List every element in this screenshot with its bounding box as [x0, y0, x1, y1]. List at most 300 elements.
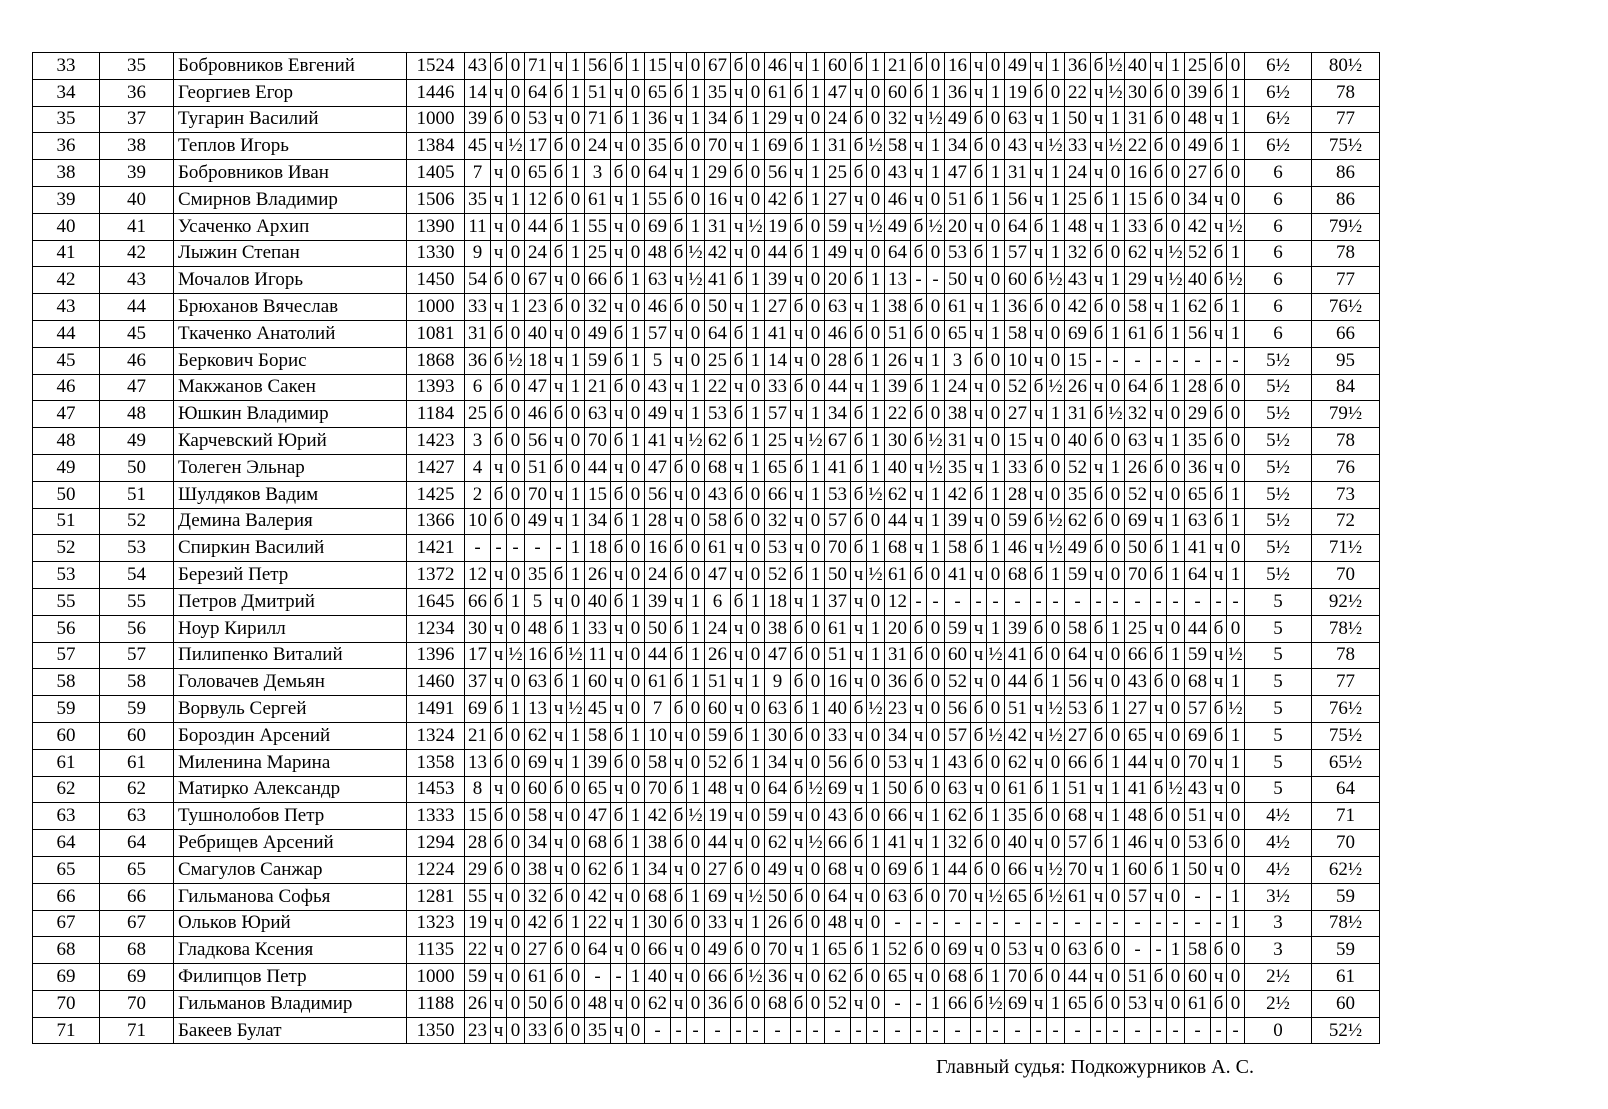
round-opponent-cell: 27	[765, 294, 791, 321]
round-result-cell: 0	[1047, 79, 1065, 106]
table-row	[33, 294, 1380, 321]
buchholz-cell: 65½	[1312, 749, 1380, 776]
round-color-cell: ч	[791, 106, 807, 133]
round-opponent-cell: 17	[525, 133, 551, 160]
round-result-cell: 0	[567, 294, 585, 321]
round-opponent-cell: 65	[645, 79, 671, 106]
round-color-cell: ч	[971, 79, 987, 106]
round-opponent-cell: 44	[885, 508, 911, 535]
place-cell: 59	[33, 696, 100, 723]
round-result-cell: 0	[1047, 830, 1065, 857]
round-result-cell: 1	[867, 615, 885, 642]
round-result-cell: 0	[627, 776, 645, 803]
round-result-cell: 1	[867, 454, 885, 481]
round-color-cell: б	[911, 213, 927, 240]
round-color-cell: ч	[1031, 481, 1047, 508]
round-opponent-cell: 56	[825, 749, 851, 776]
round-result-cell: 0	[507, 856, 525, 883]
round-result-cell: 0	[507, 964, 525, 991]
round-opponent-cell: 5	[525, 588, 551, 615]
round-opponent-cell: 39	[765, 267, 791, 294]
round-color-cell: б	[851, 428, 867, 455]
round-result-cell: 0	[747, 186, 765, 213]
points-cell: 5½	[1245, 508, 1312, 535]
round-result-cell: 0	[1167, 106, 1185, 133]
round-color-cell: б	[971, 830, 987, 857]
round-result-cell: 0	[987, 508, 1005, 535]
round-color-cell: б	[611, 535, 627, 562]
round-color-cell: ч	[1031, 535, 1047, 562]
round-opponent-cell: 15	[1005, 428, 1031, 455]
round-opponent-cell: 70	[525, 481, 551, 508]
round-opponent-cell: 18	[585, 535, 611, 562]
round-result-cell: 1	[507, 696, 525, 723]
round-result-cell: 0	[927, 401, 945, 428]
player-name-cell: Георгиев Егор	[174, 79, 407, 106]
round-color-cell: ч	[491, 1017, 507, 1044]
round-opponent-cell: 3	[585, 160, 611, 187]
round-opponent-cell: 51	[585, 79, 611, 106]
points-cell: 6	[1245, 320, 1312, 347]
round-result-cell: 1	[1227, 294, 1245, 321]
round-opponent-cell: 34	[645, 856, 671, 883]
round-result-cell: 1	[567, 213, 585, 240]
place-cell: 49	[33, 454, 100, 481]
round-color-cell: б	[911, 642, 927, 669]
buchholz-cell: 78	[1312, 428, 1380, 455]
round-color-cell: б	[1211, 508, 1227, 535]
round-result-cell: 1	[987, 454, 1005, 481]
round-color-cell: ч	[1031, 401, 1047, 428]
round-result-cell: 0	[927, 883, 945, 910]
round-result-cell: 1	[807, 481, 825, 508]
round-result-cell: 1	[507, 294, 525, 321]
rating-cell: 1421	[407, 535, 465, 562]
round-color-cell: б	[731, 401, 747, 428]
buchholz-cell: 76½	[1312, 696, 1380, 723]
round-opponent-cell: 55	[585, 213, 611, 240]
round-opponent-cell: 42	[765, 186, 791, 213]
round-opponent-cell: 16	[645, 535, 671, 562]
round-color-cell: ч	[1031, 428, 1047, 455]
table-row	[33, 481, 1380, 508]
round-result-cell: 1	[687, 213, 705, 240]
start-number-cell: 56	[100, 615, 174, 642]
round-color-cell: б	[851, 696, 867, 723]
round-opponent-cell: 12	[465, 562, 491, 589]
round-opponent-cell: 66	[1005, 856, 1031, 883]
player-name-cell: Филипцов Петр	[174, 964, 407, 991]
round-result-cell: 1	[567, 240, 585, 267]
round-opponent-cell: 13	[465, 749, 491, 776]
round-result-cell: 0	[807, 535, 825, 562]
round-color-cell: б	[1031, 454, 1047, 481]
round-color-cell: ч	[611, 213, 627, 240]
round-color-cell: б	[911, 240, 927, 267]
round-color-cell: б	[851, 964, 867, 991]
round-opponent-cell: 70	[825, 535, 851, 562]
round-result-cell: 1	[687, 883, 705, 910]
round-color-cell: -	[491, 535, 507, 562]
round-opponent-cell: 15	[465, 803, 491, 830]
player-name-cell: Спиркин Василий	[174, 535, 407, 562]
place-cell: 36	[33, 133, 100, 160]
round-result-cell: ½	[927, 454, 945, 481]
player-name-cell: Усаченко Архип	[174, 213, 407, 240]
round-opponent-cell: 40	[1125, 53, 1151, 80]
round-opponent-cell: 43	[1005, 133, 1031, 160]
round-opponent-cell: 29	[1185, 401, 1211, 428]
round-result-cell: ½	[927, 213, 945, 240]
round-result-cell: 0	[627, 1017, 645, 1044]
table-row	[33, 401, 1380, 428]
round-opponent-cell: 51	[1125, 964, 1151, 991]
round-result-cell: 0	[1047, 294, 1065, 321]
round-color-cell: ч	[911, 964, 927, 991]
round-opponent-cell: -	[1185, 588, 1211, 615]
round-opponent-cell: 35	[525, 562, 551, 589]
round-opponent-cell: 52	[1125, 481, 1151, 508]
round-opponent-cell: 60	[705, 696, 731, 723]
round-result-cell: 0	[867, 160, 885, 187]
round-color-cell: ч	[971, 454, 987, 481]
round-color-cell: б	[911, 669, 927, 696]
buchholz-cell: 72	[1312, 508, 1380, 535]
round-opponent-cell: 61	[1005, 776, 1031, 803]
round-opponent-cell: 63	[645, 267, 671, 294]
round-result-cell: 1	[927, 79, 945, 106]
round-result-cell: 1	[1167, 937, 1185, 964]
round-result-cell: 0	[867, 320, 885, 347]
round-color-cell: ч	[611, 79, 627, 106]
round-opponent-cell: 30	[765, 722, 791, 749]
round-result-cell: 0	[567, 133, 585, 160]
round-result-cell: 0	[1227, 53, 1245, 80]
round-color-cell: ч	[611, 937, 627, 964]
round-color-cell: б	[671, 535, 687, 562]
round-opponent-cell: 32	[945, 830, 971, 857]
round-opponent-cell: 34	[525, 830, 551, 857]
round-opponent-cell: 36	[765, 964, 791, 991]
round-color-cell: б	[791, 294, 807, 321]
round-opponent-cell: 64	[765, 776, 791, 803]
round-result-cell: 1	[687, 374, 705, 401]
round-opponent-cell: 22	[1065, 79, 1091, 106]
round-color-cell: ч	[611, 990, 627, 1017]
round-opponent-cell: 21	[885, 53, 911, 80]
round-color-cell: ч	[971, 776, 987, 803]
round-result-cell: -	[927, 910, 945, 937]
round-result-cell: 1	[567, 508, 585, 535]
table-row	[33, 1017, 1380, 1044]
round-color-cell: б	[671, 562, 687, 589]
round-color-cell: ч	[491, 669, 507, 696]
round-result-cell: 0	[1107, 937, 1125, 964]
place-cell: 70	[33, 990, 100, 1017]
rating-cell: 1453	[407, 776, 465, 803]
round-opponent-cell: 65	[1065, 990, 1091, 1017]
round-color-cell: ч	[671, 964, 687, 991]
start-number-cell: 41	[100, 213, 174, 240]
round-color-cell: -	[1151, 1017, 1167, 1044]
round-opponent-cell: 19	[705, 803, 731, 830]
round-result-cell: 0	[1107, 722, 1125, 749]
round-result-cell: 1	[567, 79, 585, 106]
round-opponent-cell: 44	[585, 454, 611, 481]
round-result-cell: 1	[1107, 267, 1125, 294]
crosstable-sheet	[32, 52, 1380, 1044]
round-result-cell: 0	[987, 213, 1005, 240]
round-result-cell: 1	[867, 267, 885, 294]
round-result-cell: 0	[1167, 454, 1185, 481]
round-result-cell: 0	[987, 696, 1005, 723]
round-color-cell: ч	[911, 722, 927, 749]
start-number-cell: 44	[100, 294, 174, 321]
round-opponent-cell: 56	[765, 160, 791, 187]
round-result-cell: 0	[807, 508, 825, 535]
round-opponent-cell: 33	[1125, 213, 1151, 240]
round-result-cell: 1	[567, 160, 585, 187]
round-color-cell: ч	[611, 186, 627, 213]
round-color-cell: б	[1211, 722, 1227, 749]
round-opponent-cell: 31	[465, 320, 491, 347]
round-color-cell: ч	[1031, 160, 1047, 187]
table-row	[33, 535, 1380, 562]
round-result-cell: 0	[627, 481, 645, 508]
round-opponent-cell: 56	[525, 428, 551, 455]
round-result-cell: 0	[507, 454, 525, 481]
table-row	[33, 615, 1380, 642]
round-color-cell: б	[1151, 562, 1167, 589]
round-opponent-cell: 44	[1005, 669, 1031, 696]
round-result-cell: -	[1107, 910, 1125, 937]
round-color-cell: ч	[551, 722, 567, 749]
round-opponent-cell: 32	[885, 106, 911, 133]
round-opponent-cell: 13	[885, 267, 911, 294]
rating-cell: 1000	[407, 964, 465, 991]
round-opponent-cell: 12	[525, 186, 551, 213]
round-opponent-cell: 62	[765, 830, 791, 857]
round-color-cell: ч	[491, 642, 507, 669]
round-result-cell: 0	[747, 642, 765, 669]
round-color-cell: ч	[791, 856, 807, 883]
round-result-cell: ½	[747, 883, 765, 910]
round-result-cell: 0	[1047, 615, 1065, 642]
place-cell: 62	[33, 776, 100, 803]
round-opponent-cell: 66	[765, 481, 791, 508]
round-result-cell: 1	[627, 803, 645, 830]
round-color-cell: ч	[851, 240, 867, 267]
round-color-cell: б	[671, 803, 687, 830]
round-opponent-cell: 26	[1125, 454, 1151, 481]
round-opponent-cell: 44	[945, 856, 971, 883]
round-opponent-cell: 33	[825, 722, 851, 749]
round-result-cell: 1	[1227, 79, 1245, 106]
rating-cell: 1372	[407, 562, 465, 589]
round-color-cell: б	[551, 160, 567, 187]
points-cell: 2½	[1245, 990, 1312, 1017]
round-result-cell: 0	[507, 106, 525, 133]
round-result-cell: 0	[1107, 240, 1125, 267]
round-result-cell: 0	[807, 803, 825, 830]
round-color-cell: ч	[911, 535, 927, 562]
round-color-cell: -	[1211, 910, 1227, 937]
round-color-cell: ч	[551, 347, 567, 374]
round-result-cell: 0	[507, 267, 525, 294]
round-result-cell: 0	[507, 803, 525, 830]
round-color-cell: б	[1151, 803, 1167, 830]
round-opponent-cell: 41	[645, 428, 671, 455]
round-color-cell: -	[1031, 1017, 1047, 1044]
round-opponent-cell: 70	[705, 133, 731, 160]
points-cell: 5½	[1245, 347, 1312, 374]
round-opponent-cell: 44	[1185, 615, 1211, 642]
round-result-cell: 0	[567, 776, 585, 803]
round-color-cell: б	[611, 374, 627, 401]
round-opponent-cell: 51	[525, 454, 551, 481]
rating-cell: 1396	[407, 642, 465, 669]
buchholz-cell: 77	[1312, 669, 1380, 696]
round-color-cell: б	[1031, 213, 1047, 240]
rating-cell: 1333	[407, 803, 465, 830]
round-opponent-cell: 35	[705, 79, 731, 106]
round-color-cell: б	[491, 320, 507, 347]
round-result-cell: ½	[807, 830, 825, 857]
round-color-cell: б	[1091, 830, 1107, 857]
place-cell: 52	[33, 535, 100, 562]
round-result-cell: 1	[747, 428, 765, 455]
round-opponent-cell: 69	[945, 937, 971, 964]
round-color-cell: б	[671, 454, 687, 481]
round-opponent-cell: 49	[1185, 133, 1211, 160]
round-color-cell: б	[1151, 186, 1167, 213]
round-opponent-cell: -	[1125, 588, 1151, 615]
round-color-cell: б	[1211, 990, 1227, 1017]
table-row	[33, 562, 1380, 589]
table-row	[33, 160, 1380, 187]
round-color-cell: ч	[731, 535, 747, 562]
round-result-cell: 0	[927, 937, 945, 964]
table-row	[33, 696, 1380, 723]
round-result-cell: 0	[987, 830, 1005, 857]
round-opponent-cell: 33	[1005, 454, 1031, 481]
rating-cell: 1491	[407, 696, 465, 723]
round-opponent-cell: -	[705, 1017, 731, 1044]
round-result-cell: 0	[687, 910, 705, 937]
round-color-cell: ч	[551, 320, 567, 347]
player-name-cell: Теплов Игорь	[174, 133, 407, 160]
round-result-cell: 1	[927, 749, 945, 776]
round-opponent-cell: 61	[1065, 883, 1091, 910]
round-opponent-cell: 51	[705, 669, 731, 696]
round-opponent-cell: 13	[525, 696, 551, 723]
round-opponent-cell: 53	[765, 535, 791, 562]
round-result-cell: -	[1047, 1017, 1065, 1044]
round-result-cell: 1	[1107, 830, 1125, 857]
round-color-cell: -	[911, 1017, 927, 1044]
round-color-cell: б	[911, 776, 927, 803]
round-opponent-cell: 47	[585, 803, 611, 830]
round-result-cell: 1	[627, 722, 645, 749]
round-opponent-cell: 35	[1185, 428, 1211, 455]
round-opponent-cell: 43	[465, 53, 491, 80]
round-opponent-cell: 52	[885, 937, 911, 964]
round-result-cell: 1	[927, 133, 945, 160]
round-opponent-cell: 33	[705, 910, 731, 937]
round-opponent-cell: 61	[825, 615, 851, 642]
round-result-cell: 0	[867, 186, 885, 213]
rating-cell: 1350	[407, 1017, 465, 1044]
round-color-cell: б	[791, 374, 807, 401]
round-result-cell: 0	[507, 401, 525, 428]
round-result-cell: 1	[927, 481, 945, 508]
round-result-cell: 0	[1167, 669, 1185, 696]
round-opponent-cell: 35	[945, 454, 971, 481]
round-result-cell: -	[867, 1017, 885, 1044]
round-result-cell: 0	[747, 481, 765, 508]
round-opponent-cell: 40	[525, 320, 551, 347]
round-color-cell: б	[791, 133, 807, 160]
table-row	[33, 856, 1380, 883]
round-opponent-cell: 10	[465, 508, 491, 535]
round-result-cell: ½	[987, 883, 1005, 910]
round-result-cell: 1	[1047, 990, 1065, 1017]
round-color-cell: ч	[731, 642, 747, 669]
round-result-cell: 0	[687, 294, 705, 321]
round-color-cell: ч	[671, 401, 687, 428]
round-opponent-cell: -	[525, 535, 551, 562]
start-number-cell: 54	[100, 562, 174, 589]
round-result-cell: 0	[507, 749, 525, 776]
table-row	[33, 79, 1380, 106]
round-result-cell: 0	[1227, 160, 1245, 187]
round-color-cell: б	[911, 615, 927, 642]
round-color-cell: ч	[1091, 562, 1107, 589]
round-result-cell: ½	[567, 696, 585, 723]
round-result-cell: 1	[687, 776, 705, 803]
round-opponent-cell: 69	[1065, 320, 1091, 347]
round-opponent-cell: 28	[1185, 374, 1211, 401]
round-color-cell: ч	[551, 830, 567, 857]
round-result-cell: 1	[747, 347, 765, 374]
round-opponent-cell: 27	[1125, 696, 1151, 723]
start-number-cell: 57	[100, 642, 174, 669]
round-opponent-cell: 66	[1065, 749, 1091, 776]
round-result-cell: 0	[1227, 803, 1245, 830]
round-color-cell: б	[1211, 79, 1227, 106]
round-color-cell: б	[491, 696, 507, 723]
round-color-cell: б	[731, 106, 747, 133]
player-name-cell: Гладкова Ксения	[174, 937, 407, 964]
buchholz-cell: 78	[1312, 240, 1380, 267]
points-cell: 5½	[1245, 562, 1312, 589]
round-opponent-cell: 64	[825, 883, 851, 910]
start-number-cell: 43	[100, 267, 174, 294]
round-opponent-cell: 50	[945, 267, 971, 294]
round-color-cell: б	[1091, 749, 1107, 776]
round-opponent-cell: 23	[885, 696, 911, 723]
round-color-cell: ч	[1091, 964, 1107, 991]
round-opponent-cell: 68	[645, 883, 671, 910]
round-color-cell: ч	[1031, 749, 1047, 776]
round-color-cell: ч	[491, 240, 507, 267]
round-result-cell: 0	[927, 320, 945, 347]
round-opponent-cell: 70	[1185, 749, 1211, 776]
round-color-cell: -	[731, 1017, 747, 1044]
round-result-cell: -	[1107, 1017, 1125, 1044]
round-result-cell: 1	[987, 294, 1005, 321]
round-color-cell: ч	[1091, 213, 1107, 240]
